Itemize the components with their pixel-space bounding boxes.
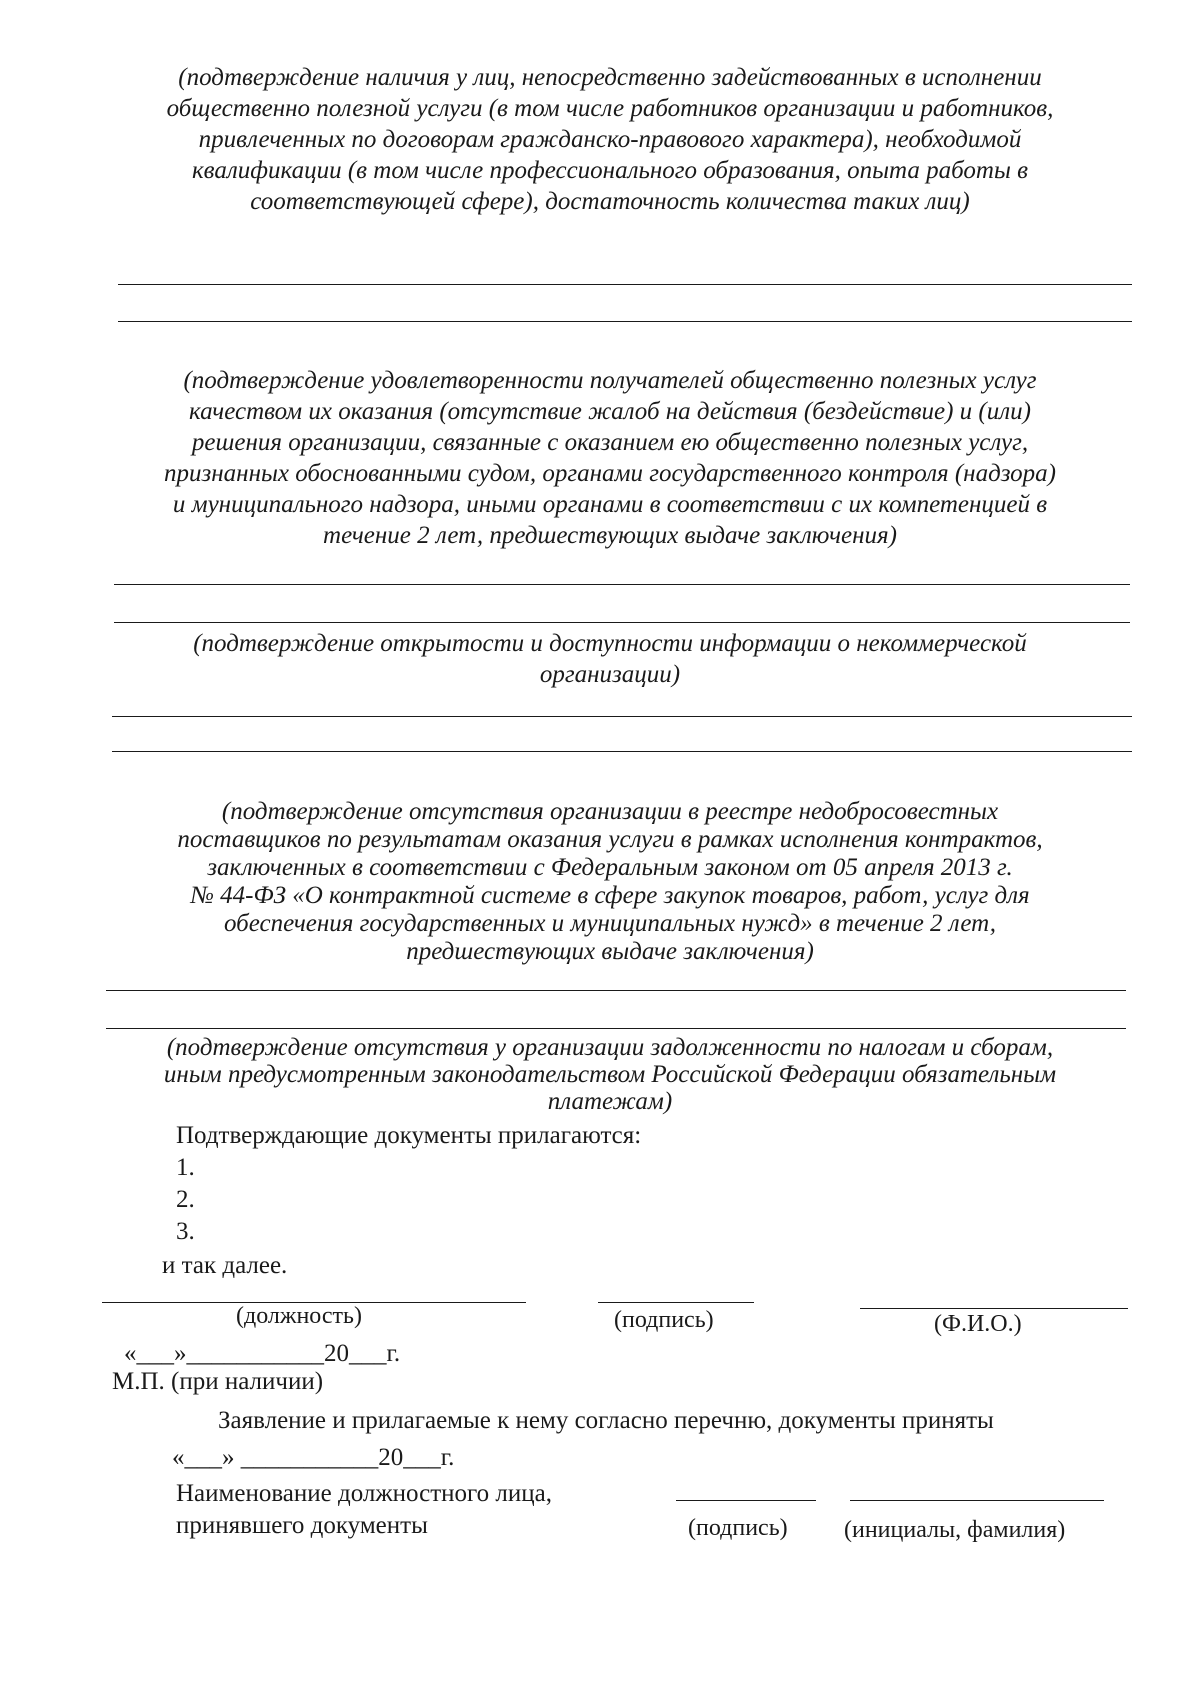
caption-line: признанных обоснованными судом, органами государственного контроля (надзора) (164, 460, 1056, 487)
fill-line (114, 584, 1130, 585)
caption-line: качеством их оказания (отсутствие жалоб на действия (бездействие) и (или) (189, 398, 1031, 425)
caption-line: предшествующих выдаче заключения) (406, 938, 814, 965)
name-label: (Ф.И.О.) (934, 1311, 1022, 1337)
caption-line: и муниципального надзора, иными органами в соответствии с их компетенцией в (172, 491, 1048, 518)
caption-line: обеспечения государственных и муниципальных нужд» в течение 2 лет, (223, 910, 997, 937)
caption-line: поставщиков по результатам оказания услуги в рамках исполнения контрактов, (177, 826, 1043, 853)
acceptance-initials-label: (инициалы, фамилия) (844, 1517, 1066, 1543)
acceptance-signature-label: (подпись) (688, 1515, 788, 1541)
caption-line: (подтверждение открытости и доступности информации о некоммерческой (193, 630, 1027, 657)
seal-label: М.П. (при наличии) (112, 1368, 324, 1395)
caption-line: привлеченных по договорам гражданско-правового характера), необходимой (198, 126, 1022, 153)
attachment-item: 2. (176, 1186, 195, 1213)
attachment-item: 3. (176, 1218, 195, 1245)
date-line: «___»___________20___г. (124, 1340, 401, 1367)
caption-line: (подтверждение отсутствия у организации задолженности по налогам и сборам, (166, 1034, 1054, 1061)
caption-line: течение 2 лет, предшествующих выдаче заключения) (323, 522, 897, 549)
caption-openness (100, 628, 1120, 690)
caption-line: (подтверждение удовлетворенности получателей общественно полезных услуг (183, 367, 1037, 394)
attachments-heading: Подтверждающие документы прилагаются: (176, 1122, 642, 1149)
signature-line (598, 1302, 754, 1303)
caption-line: квалификации (в том числе профессионального образования, опыта работы в (191, 157, 1028, 184)
official-name-label: Наименование должностного лица, (176, 1480, 553, 1507)
caption-line: № 44-ФЗ «О контрактной системе в сфере закупок товаров, работ, услуг для (190, 882, 1030, 909)
acceptance-date-line: «___» ___________20___г. (172, 1444, 455, 1471)
caption-registry (100, 798, 1120, 966)
caption-line: общественно полезной услуги (в том числе работников организации и работников, (166, 95, 1054, 122)
fill-line (118, 321, 1132, 322)
fill-line (118, 284, 1132, 285)
caption-line: организации) (539, 661, 681, 688)
fill-line (114, 622, 1130, 623)
attachments-etc: и так далее. (162, 1252, 288, 1279)
caption-line: решения организации, связанные с оказанием ею общественно полезных услуг, (191, 429, 1029, 456)
caption-line: соответствующей сфере), достаточность количества таких лиц) (250, 188, 970, 215)
official-name-label: принявшего документы (176, 1512, 428, 1539)
caption-line: иным предусмотренным законодательством Российской Федерации обязательным (163, 1061, 1057, 1088)
fill-line (106, 990, 1126, 991)
caption-tax-debt (100, 1034, 1120, 1115)
caption-line: (подтверждение отсутствия организации в реестре недобросовестных (221, 798, 999, 825)
caption-line: платежам) (547, 1088, 673, 1115)
caption-qualification (100, 62, 1120, 217)
fill-line (112, 716, 1132, 717)
position-label: (должность) (236, 1303, 362, 1329)
fill-line (112, 751, 1132, 752)
acceptance-signature-line (676, 1500, 816, 1501)
name-signature-line (860, 1308, 1128, 1309)
caption-line: (подтверждение наличия у лиц, непосредственно задействованных в исполнении (178, 64, 1042, 91)
caption-line: заключенных в соответствии с Федеральным законом от 05 апреля 2013 г. (207, 854, 1013, 881)
fill-line (106, 1028, 1126, 1029)
signature-label: (подпись) (614, 1307, 714, 1333)
caption-satisfaction (100, 365, 1120, 551)
attachment-item: 1. (176, 1154, 195, 1181)
acceptance-statement: Заявление и прилагаемые к нему согласно перечню, документы приняты (218, 1407, 994, 1434)
acceptance-name-line (850, 1500, 1104, 1501)
